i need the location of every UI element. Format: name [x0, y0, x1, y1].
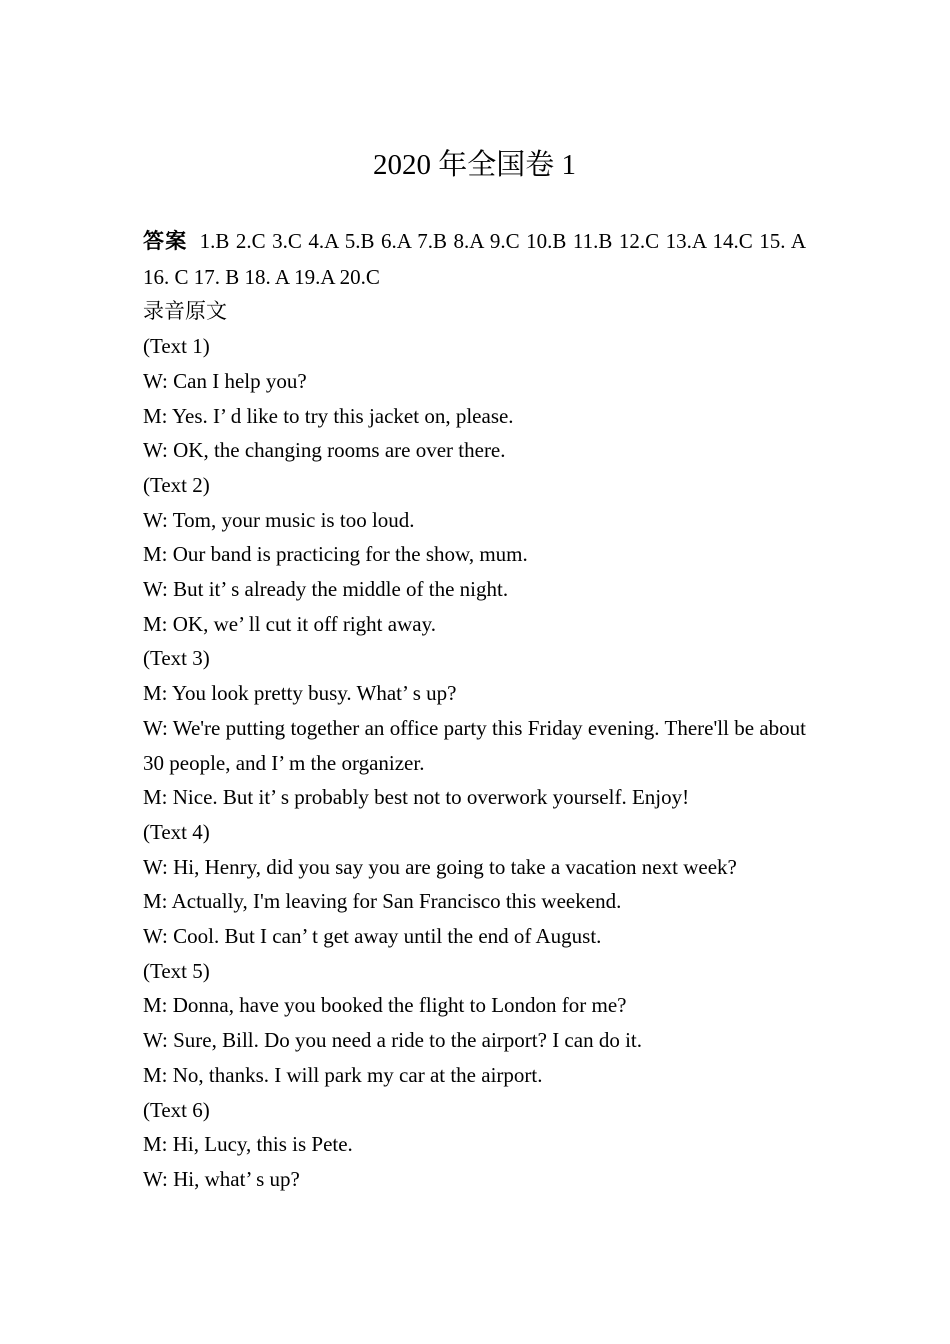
transcript-line: W: Tom, your music is too loud. [143, 507, 415, 532]
transcript-section-label: (Text 6) [143, 1097, 210, 1122]
transcript-section-label: (Text 2) [143, 472, 210, 497]
transcript-line: M: Nice. But it’ s probably best not to overwork yourself. Enjoy! [143, 785, 690, 810]
transcript-section-label: (Text 3) [143, 646, 210, 671]
transcript-line: W: But it’ s already the middle of the night. [143, 577, 509, 602]
transcript-line: W: Can I help you? [143, 368, 307, 393]
transcript-section-label: (Text 1) [143, 334, 210, 359]
transcript-line: W: OK, the changing rooms are over there. [143, 438, 506, 463]
transcript-section-label: (Text 5) [143, 958, 210, 983]
transcript-line: W: Hi, what’ s up? [143, 1166, 300, 1191]
transcript-line: M: Donna, have you booked the flight to London for me? [143, 993, 627, 1018]
transcript-line: M: Hi, Lucy, this is Pete. [143, 1132, 353, 1157]
transcript-heading: 录音原文 [143, 299, 227, 324]
transcript-line: M: Our band is practicing for the show, mum. [143, 542, 528, 567]
transcript-line: W: Cool. But I can’ t get away until the end of August. [143, 924, 602, 949]
transcript-line: M: No, thanks. I will park my car at the airport. [143, 1062, 543, 1087]
transcript-line: W: We're putting together an office party this Friday evening. There'll be about 30 people, and I’ m the organizer. [143, 715, 806, 775]
answers-text: 1.B 2.C 3.C 4.A 5.B 6.A 7.B 8.A 9.C 10.B 11.B 12.C 13.A 14.C 15. A 16. C 17. B 18. A 19.A 20.C [143, 229, 807, 289]
transcript-line: M: Yes. I’ d like to try this jacket on, please. [143, 403, 514, 428]
answers-label: 答案 [143, 230, 188, 253]
transcript-line: M: Actually, I'm leaving for San Francisco this weekend. [143, 889, 622, 914]
transcript-line: M: OK, we’ ll cut it off right away. [143, 611, 436, 636]
answers-paragraph [143, 224, 806, 294]
transcript-line: M: You look pretty busy. What’ s up? [143, 681, 457, 706]
transcript-line: W: Hi, Henry, did you say you are going to take a vacation next week? [143, 854, 737, 879]
transcript-line: W: Sure, Bill. Do you need a ride to the airport? I can do it. [143, 1028, 642, 1053]
transcript-section-label: (Text 4) [143, 819, 210, 844]
page-title: 2020 年全国卷 1 [372, 149, 576, 181]
